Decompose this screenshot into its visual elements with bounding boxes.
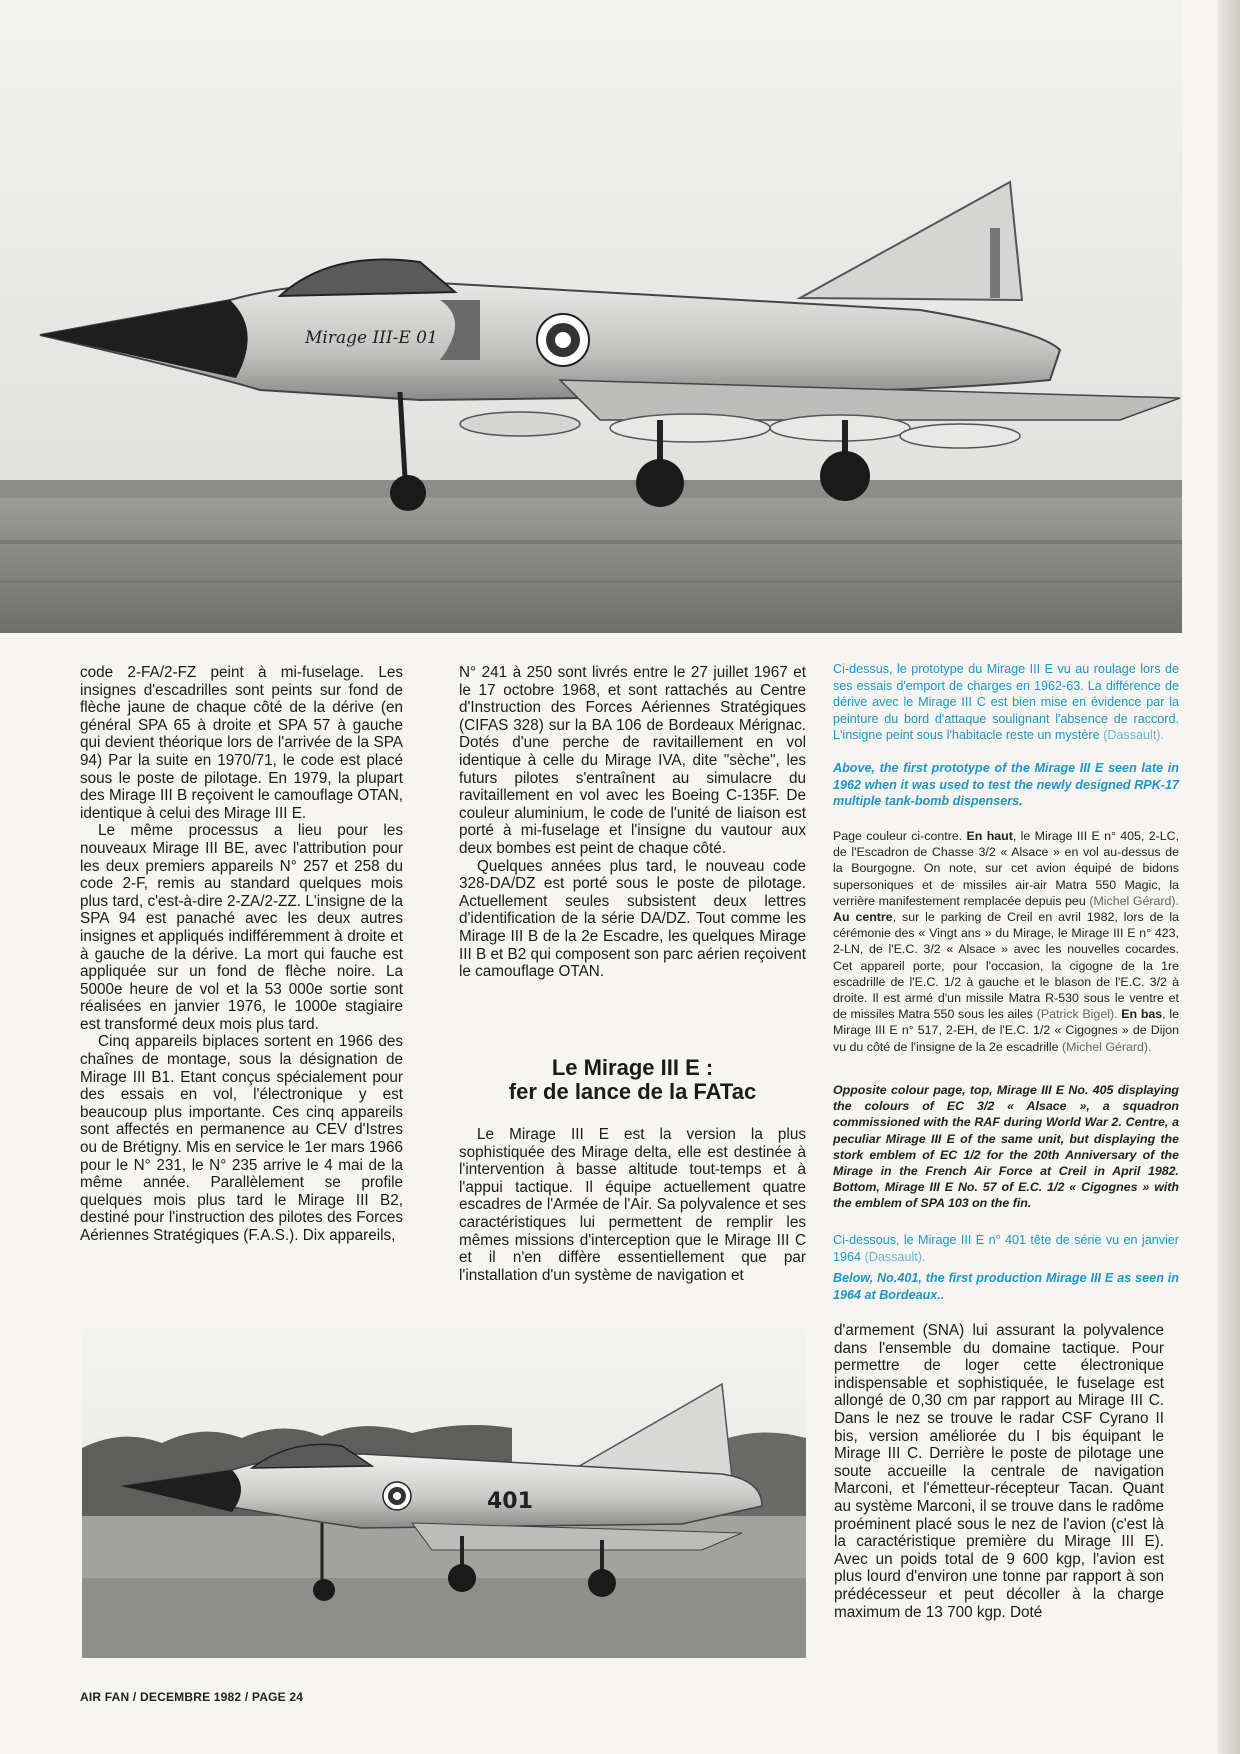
page-footer: AIR FAN / DECEMBRE 1982 / PAGE 24 <box>80 1690 304 1704</box>
caption-colour-bottom-text: , le Mirage III E n° 517, 2-EH, de l'E.C. 1/2 « Cigognes » de Dijon vu du côté de l'insigne de la 2e escadrille <box>833 1007 1179 1054</box>
bottom-photo-marking: 401 <box>487 1489 533 1514</box>
article-column-2-lower <box>459 1126 806 1284</box>
col2-paragraph-2: Quelques années plus tard, le nouveau code 328-DA/DZ est porté sous le poste de pilotage. Actuellement seules subsistent deux lettres d'identification de la série DA/DZ. Tout comme les Mirage III B de la 2e Escadre, les quelques Mirage III B et B2 qui composent son parc aérien reçoivent le camouflage OTAN. <box>459 857 806 981</box>
article-column-1 <box>80 664 403 1245</box>
caption-colour-centre-label: Au centre <box>833 910 893 925</box>
caption-colour-credit-1: (Michel Gérard). <box>1089 893 1179 908</box>
col3b-paragraph: d'armement (SNA) lui assurant la polyvalence dans l'ensemble du domaine tactique. Pour permettre de loger cette électronique indispensable et sophistiquée, le fuselage est allongé de 0,30 cm par rapport au Mirage III C. Dans le nez se trouve le radar CSF Cyrano II bis, version améliorée du I bis équipant le Mirage III C. Derrière le poste de pilotage une soute accueille la centrale de navigation Marconi, et l'émetteur-récepteur Tacan. Quant au système Marconi, il se trouve dans le radôme proéminent placé sous le nez de l'avion (c'est là la caractéristique première du Mirage III E). Avec un poids total de 9 600 kgp, l'avion est plus lourd d'environ une tonne par rapport à son prédécesseur et peut décoller à la charge maximum de 13 700 kgp. Doté <box>834 1322 1164 1621</box>
caption-bottom-credit: (Dassault). <box>864 1249 926 1264</box>
bottom-photo-mirage-401 <box>82 1328 806 1658</box>
caption-colour-top-label: En haut <box>966 829 1013 843</box>
col2b-paragraph: Le Mirage III E est la version la plus sophistiquée des Mirage delta, elle est destinée à l'intervention à basse altitude tout-temps et à l'appui tactique. Il équipe actuellement quatre escadres de l'Armée de l'Air. Sa polyvalence et ses caractéristiques lui permettent de remplir les mêmes missions d'interception que le Mirage III C et il n'en diffère essentiellement que par l'installation d'un système de navigation et <box>459 1126 806 1284</box>
page-binding-edge <box>1218 0 1240 1754</box>
caption-top-french <box>833 661 1179 744</box>
caption-colour-page-french <box>833 828 1179 1055</box>
section-heading-line-2: fer de lance de la FATac <box>508 1079 757 1104</box>
caption-bottom-english: Below, No.401, the first production Mirage III E as seen in 1964 at Bordeaux.. <box>833 1271 1179 1302</box>
section-heading <box>459 1056 806 1104</box>
top-photo-marking: Mirage III-E 01 <box>305 328 438 348</box>
col1-paragraph-1: code 2-FA/2-FZ peint à mi-fuselage. Les insignes d'escadrilles sont peints sur fond de flèche jaune de chaque côté de la dérive (en général SPA 65 à droite et SPA 57 à gauche qui devient théorique lors de l'arrivée de la SPA 94) Par la suite en 1970/71, le code est placé sous le poste de pilotage. En 1979, la plupart des Mirage III B reçoivent le camouflage OTAN, identique à celui des Mirage III E. <box>80 664 403 822</box>
caption-colour-page-english: Opposite colour page, top, Mirage III E No. 405 displaying the colours of EC 3/2 « Alsace », a squadron commissioned with the RAF during World War 2. Centre, a peculiar Mirage III E of the same unit, but displaying the stork emblem of EC 1/2 for the 20th Anniversary of the Mirage in the French Air Force at Creil in April 1982. Bottom, Mirage III E No. 57 of E.C. 1/2 « Cigognes » with the emblem of SPA 103 on the fin. <box>833 1083 1179 1211</box>
caption-bottom-french-text: Ci-dessous, le Mirage III E n° 401 tête de série vu en janvier 1964 <box>833 1233 1179 1264</box>
caption-bottom-french <box>833 1232 1179 1265</box>
caption-colour-top-text: , le Mirage III E n° 405, 2-LC, de l'Escadron de Chasse 3/2 « Alsace » en vol au-dessus de la Bourgogne. On note, sur cet avion équipé de bidons supersoniques et de missiles air-air Matra 550 Magic, la verrière manifestement remplacée depuis peu <box>833 829 1180 908</box>
caption-top-english: Above, the first prototype of the Mirage III E seen late in 1962 when it was used to test the newly designed RPK-17 multiple tank-bomb dispensers. <box>833 761 1179 809</box>
col1-paragraph-2: Le même processus a lieu pour les nouveaux Mirage III BE, avec l'attribution pour les deux premiers appareils N° 257 et 258 du code 2-F, remis au standard quelques mois plus tard, c'est-à-dire 2-ZA/2-ZZ. L'insigne de la SPA 94 est panaché avec les deux autres insignes et appliqués indifféremment à droite et à gauche de la dérive. La mort qui fauche est appliquée sur un fond de flèche noire. La 5000e heure de vol et la 53 000e sortie sont réalisées en janvier 1976, le 1000e stagiaire est transformé deux mois plus tard. <box>80 822 403 1033</box>
top-photo-mirage-prototype <box>0 0 1182 633</box>
col2-paragraph-1: N° 241 à 250 sont livrés entre le 27 juillet 1967 et le 17 octobre 1968, et sont rattachés au Centre d'Instruction des Forces Aériennes Stratégiques (CIFAS 328) sur la BA 106 de Bordeaux Mérignac. Dotés d'une perche de ravitaillement en vol identique à celle du Mirage IVA, dite "sèche", les futurs pilotes s'entraînent au simulacre du ravitaillement en vol avec les Boeing C-135F. De couleur aluminium, le code de l'unité de liaison est porté à mi-fuselage et l'insigne du vautour aux deux bombes est peint de chaque côté. <box>459 664 806 857</box>
caption-colour-credit-3: (Michel Gérard). <box>1062 1039 1152 1054</box>
caption-top-credit: (Dassault). <box>1103 728 1165 743</box>
article-column-2 <box>459 664 806 981</box>
caption-top-french-text: Ci-dessus, le prototype du Mirage III E vu au roulage lors de ses essais d'emport de charges en 1962-63. La différence de dérive avec le Mirage III C est bien mise en évidence par la peinture du bord d'attaque soulignant l'absence de raccord. L'insigne peint sous l'habitacle reste un mystère <box>833 662 1179 743</box>
col1-paragraph-3: Cinq appareils biplaces sortent en 1966 des chaînes de montage, sous la désignation de Mirage III B1. Etant conçus spécialement pour des essais en vol, l'électronique y est beaucoup plus importante. Ces cinq appareils sont affectés en permanence au CEV d'Istres ou de Brétigny. Mis en service le 1er mars 1966 pour le N° 231, le N° 235 arrive le 4 mai de la même année. Parallèlement se profile quelques mois plus tard le Mirage III B2, destiné pour l'instruction des pilotes des Forces Aériennes Stratégiques (F.A.S.). Dix appareils, <box>80 1033 403 1244</box>
caption-colour-centre-text: , sur le parking de Creil en avril 1982, lors de la cérémonie des « Vingt ans » du Mirage, le Mirage III E n° 423, 2-LN, de l'E.C. 3/2 « Alsace » avec les nouvelles cocardes. Cet appareil porte, pour l'occasion, la cigogne de la 1re escadrille de l'E.C. 1/2 à gauche et le blason de l'E.C. 3/2 à droite. Il est armé d'un missile Matra R-530 sous le ventre et de missiles Matra 550 sous les ailes <box>833 910 1179 1022</box>
article-column-3-lower <box>834 1322 1164 1621</box>
caption-colour-intro: Page couleur ci-contre. <box>833 829 963 843</box>
section-heading-line-1: Le Mirage III E : <box>551 1055 714 1080</box>
caption-colour-credit-2: (Patrick Bigel). <box>1036 1007 1118 1022</box>
caption-colour-bottom-label: En bas <box>1121 1007 1163 1022</box>
